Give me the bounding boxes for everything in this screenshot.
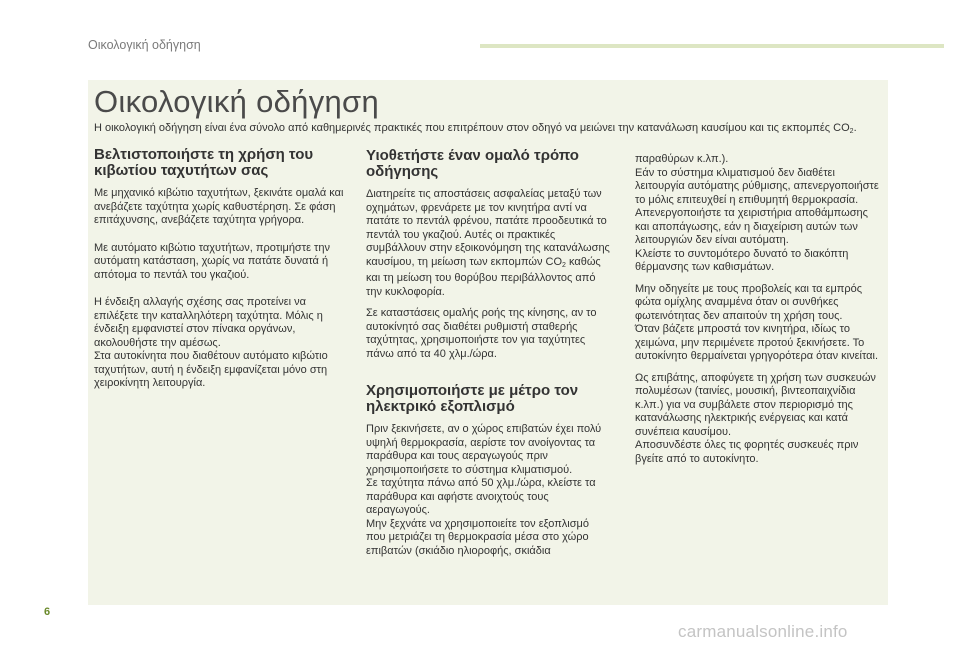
intro-paragraph bbox=[94, 121, 874, 139]
running-header: Οικολογική οδήγηση bbox=[88, 38, 201, 52]
electrical-equipment-heading: Χρησιμοποιήστε με μέτρο τον ηλεκτρικό εξοπλισμό bbox=[366, 382, 579, 415]
smooth-driving-text-end: καθώς και τη μείωση του θορύβου περιβάλλοντος από την κυκλοφορία. bbox=[366, 255, 601, 298]
cruise-control-paragraph: Σε καταστάσεις ομαλής ροής της κίνησης, αν το αυτοκίνητό σας διαθέτει ρυθμιστή σταθερής ταχύτητας, χρησιμοποιήστε τον για ταχύτητες πάνω από τα 40 χλμ./ώρα. bbox=[366, 307, 597, 360]
intro-text: Η οικολογική οδήγηση είναι ένα σύνολο από καθημερινές πρακτικές που επιτρέπουν στον οδηγό να μειώνει την κατανάλωση καυσίμου και τις εκπομπές CO bbox=[94, 122, 850, 134]
column-gearbox bbox=[94, 147, 344, 399]
smooth-driving-text: Διατηρείτε τις αποστάσεις ασφαλείας μεταξύ των οχημάτων, φρενάρετε με τον κινητήρα αντί να πατάτε το πεντάλ φρένου, πατάτε προοδευτικά το πεντάλ του γκαζιού. Αυτές οι πρακτικές συμβάλλουν στην εξοικονόμηση της κατανάλωσης καυσίμου, τη μείωση των εκπομπών CO bbox=[366, 188, 610, 268]
electrical-equipment-paragraph: Πριν ξεκινήσετε, αν ο χώρος επιβατών έχει πολύ υψηλή θερμοκρασία, αερίστε τον ανοίγοντας τα παράθυρα και τους αεραγωγούς πριν χρησιμοποιήσετε το σύστημα κλιματισμού. Σε ταχύτητα πάνω από 50 χλμ./ώρα, κλείστε τα παράθυρα και αφήστε ανοιχτούς τους αεραγωγούς. Μην ξεχνάτε να χρησιμοποιείτε τον εξοπλισμό που μετριάζει τη θερμοκρασία μέσα στο χώρο επιβατών (σκιάδιο ηλιοροφής, σκιάδια bbox=[366, 423, 602, 557]
passenger-paragraph: Ως επιβάτης, αποφύγετε τη χρήση των συσκευών πολυμέσων (ταινίες, μουσική, βιντεοπαιχνίδια κ.λπ.) για να συμβάλετε στον περιορισμό της κατανάλωσης ηλεκτρικής ενέργειας και κατά συνέπεια καυσίμου. Αποσυνδέστε όλες τις φορητές συσκευές πριν βγείτε από το αυτοκίνητο. bbox=[635, 371, 876, 465]
watermark: carmanualsonline.info bbox=[678, 622, 848, 641]
lights-paragraph: Μην οδηγείτε με τους προβολείς και τα εμπρός φώτα ομίχλης αναμμένα όταν οι συνθήκες φωτεινότητας δεν απαιτούν τη χρήση τους. Όταν βάζετε μπροστά τον κινητήρα, ιδίως το χειμώνα, μην περιμένετε προτού ξεκινήσετε. Το αυτοκίνητο θερμαίνεται γρηγορότερα όταν κινείται. bbox=[635, 282, 879, 362]
page-number: 6 bbox=[44, 606, 51, 618]
intro-subscript: 2 bbox=[849, 128, 854, 135]
gearbox-paragraph-automatic: Με αυτόματο κιβώτιο ταχυτήτων, προτιμήστε την αυτόματη κατάσταση, χωρίς να πατάτε δυνατά ή απότομα το πεντάλ του γκαζιού. bbox=[94, 241, 330, 281]
header-rule bbox=[480, 44, 944, 48]
column-smooth-driving bbox=[366, 148, 611, 566]
gearbox-paragraph-indicator: Η ένδειξη αλλαγής σχέσης σας προτείνει να επιλέξετε την καταλληλότερη ταχύτητα. Μόλις η ένδειξη εμφανιστεί στον πίνακα οργάνων, ακολουθήστε την αμέσως. Στα αυτοκίνητα που διαθέτουν αυτόματο κιβώτιο ταχυτήτων, αυτή η ένδειξη εμφανίζεται μόνο στη χειροκίνητη λειτουργία. bbox=[94, 296, 328, 389]
page-title: Οικολογική οδήγηση bbox=[94, 84, 380, 119]
smooth-driving-heading: Υιοθετήστε έναν ομαλό τρόπο οδήγησης bbox=[366, 147, 579, 180]
co2-subscript: 2 bbox=[562, 261, 566, 269]
intro-end: . bbox=[853, 122, 857, 134]
climate-paragraph: παραθύρων κ.λπ.). Εάν το σύστημα κλιματισμού δεν διαθέτει λειτουργία αυτόματης ρύθμισης, απενεργοποιήστε το μόλις επιτευχθεί η επιθυμητή θερμοκρασία. Απενεργοποιήστε τα χειριστήρια αποθάμπωσης και αποπάγωσης, εάν η διαχείριση αυτών των λειτουργιών δεν είναι αυτόματη. Κλείστε το συντομότερο δυνατό το διακόπτη θέρμανσης των καθισμάτων. bbox=[635, 153, 879, 273]
gearbox-paragraph-manual: Με μηχανικό κιβώτιο ταχυτήτων, ξεκινάτε ομαλά και ανεβάζετε ταχύτητα χωρίς καθυστέρηση. Σε φάση επιτάχυνσης, ανεβάζετε ταχύτητα γρήγορα. bbox=[94, 187, 344, 226]
column-continuation bbox=[635, 153, 885, 474]
gearbox-heading: Βελτιστοποιήστε τη χρήση του κιβωτίου ταχυτήτων σας bbox=[94, 146, 314, 179]
smooth-driving-paragraph bbox=[366, 188, 611, 299]
